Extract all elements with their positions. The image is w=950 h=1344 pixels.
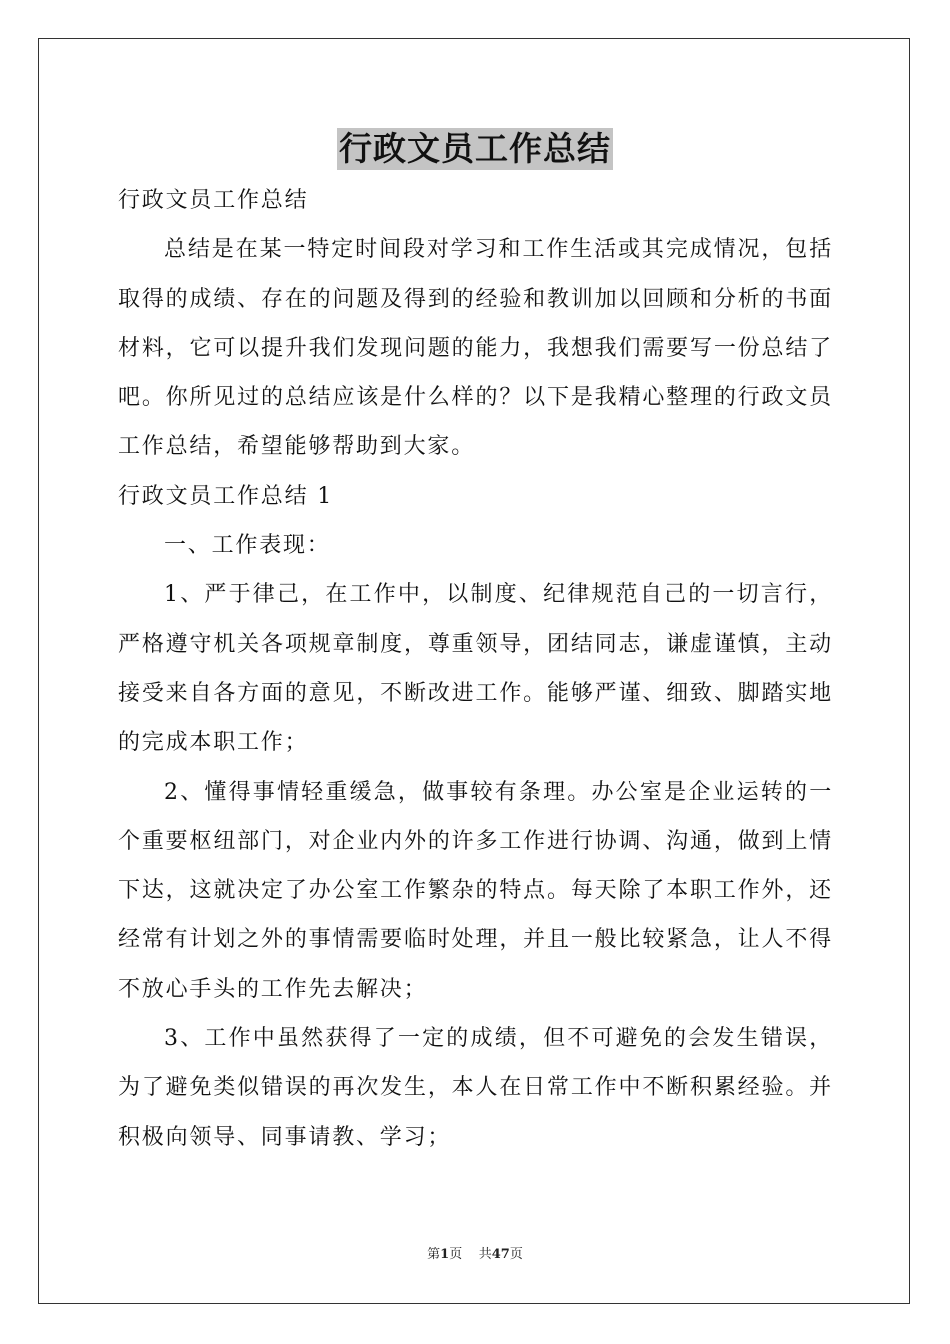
paragraph: 3、工作中虽然获得了一定的成绩，但不可避免的会发生错误，为了避免类似错误的再次发生，本人在日常工作中不断积累经验。并积极向领导、同事请教、学习；: [118, 1026, 833, 1150]
page-suffix: 页: [449, 1247, 463, 1262]
paragraph: 2、懂得事情轻重缓急，做事较有条理。办公室是企业运转的一个重要枢纽部门，对企业内外的许多工作进行协调、沟通，做到上情下达，这就决定了办公室工作繁杂的特点。每天除了本职工作外，还经常有计划之外的事情需要临时处理，并且一般比较紧急，让人不得不放心手头的工作先去解决；: [118, 779, 833, 1002]
page-footer: [0, 1246, 950, 1264]
paragraph: 行政文员工作总结 1: [118, 483, 333, 509]
page-current: 1: [440, 1247, 450, 1262]
page-total: 47: [491, 1247, 510, 1262]
paragraph: 1、严于律己，在工作中，以制度、纪律规范自己的一切言行，严格遵守机关各项规章制度，尊重领导，团结同志，谦虚谨慎，主动接受来自各方面的意见，不断改进工作。能够严谨、细致、脚踏实地的完成本职工作；: [118, 582, 833, 756]
total-prefix: 共: [478, 1247, 492, 1262]
paragraph: 总结是在某一特定时间段对学习和工作生活或其完成情况，包括取得的成绩、存在的问题及得到的经验和教训加以回顾和分析的书面材料，它可以提升我们发现问题的能力，我想我们需要写一份总结了吧。你所见过的总结应该是什么样的？以下是我精心整理的行政文员工作总结，希望能够帮助到大家。: [118, 237, 833, 460]
document-body: [118, 176, 833, 1162]
title-container: [0, 128, 950, 170]
paragraph: 行政文员工作总结: [118, 188, 309, 213]
page-prefix: 第: [427, 1247, 441, 1262]
document-title: 行政文员工作总结: [339, 129, 611, 168]
total-suffix: 页: [509, 1247, 523, 1262]
paragraph: 一、工作表现：: [164, 533, 331, 559]
